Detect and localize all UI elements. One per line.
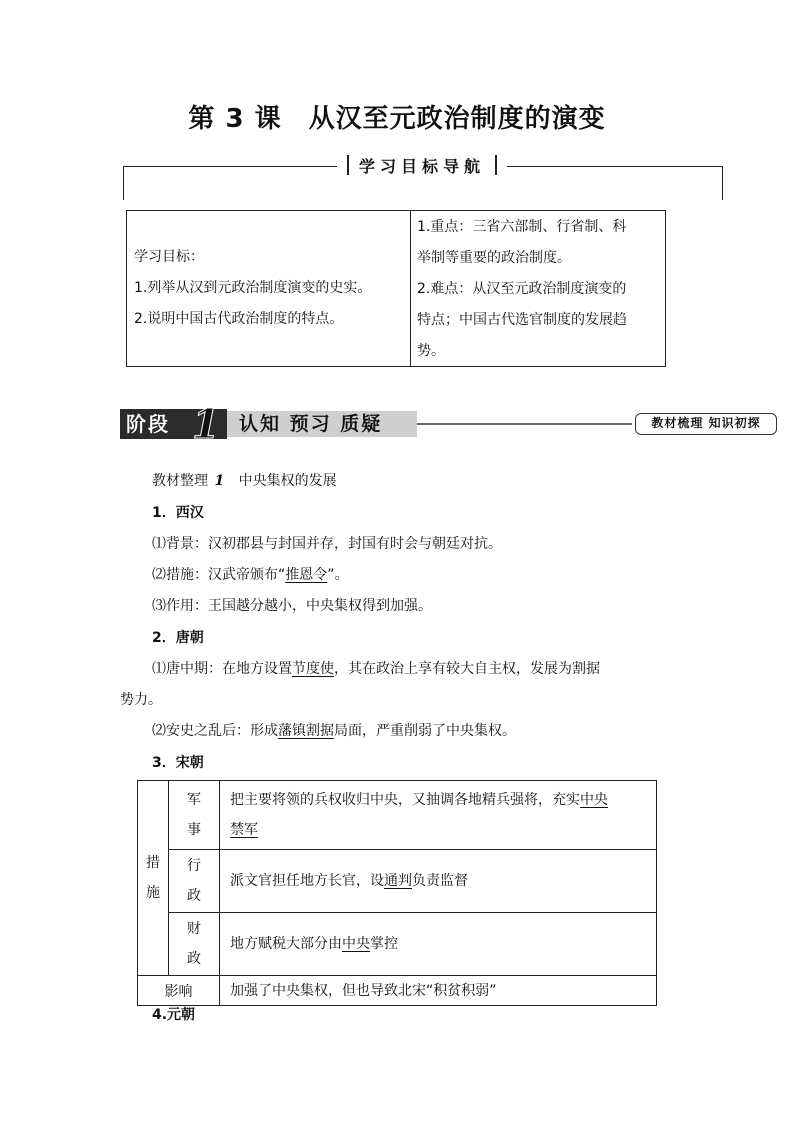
stage-label: 阶段	[120, 409, 227, 439]
song-heading: 3．宋朝	[152, 755, 204, 771]
tang-mid	[152, 658, 600, 678]
tang-after-key: 藩镇割据	[278, 723, 334, 739]
military-key: 中央	[580, 792, 608, 808]
impact-text: 加强了中央集权，但也导致北宋“积贫积弱”	[220, 976, 657, 1006]
admin-label: 行 政	[169, 850, 220, 913]
page-title: 第 3 课 从汉至元政治制度的演变	[188, 104, 606, 134]
tang-after	[152, 720, 516, 740]
key-points-line: 1.重点：三省六部制、行省制、科	[417, 219, 627, 235]
xihan-background: ⑴背景：汉初郡县与封国并存，封国有时会与朝廷对抗。	[152, 536, 502, 552]
tang-mid-continued: 势力。	[120, 692, 162, 708]
tang-after-post: 局面，严重削弱了中央集权。	[334, 723, 516, 739]
tang-mid-pre: ⑴唐中期：在地方设置	[152, 661, 292, 677]
military-label: 军 事	[169, 781, 220, 850]
difficult-points-line: 势。	[417, 343, 445, 359]
tang-mid-post: ，其在政治上享有较大自主权，发展为割据	[334, 661, 600, 677]
xihan-heading: 1．西汉	[152, 505, 204, 521]
xihan-measure-key: 推恩令	[285, 567, 328, 583]
key-points-line: 举制等重要的政治制度。	[417, 250, 571, 266]
nav-bar-right	[495, 155, 497, 175]
xihan-measure-post: ”。	[327, 567, 349, 583]
nav-bracket-right	[722, 166, 723, 200]
section-heading-text: 中央集权的发展	[238, 473, 337, 489]
finance-key: 中央	[342, 936, 370, 952]
finance-label: 财 政	[169, 913, 220, 976]
difficult-points-line: 2.难点：从汉至元政治制度演变的	[417, 281, 627, 297]
stage-title: 认知 预习 质疑	[227, 411, 417, 437]
xihan-effect: ⑶作用：王国越分越小，中央集权得到加强。	[152, 598, 432, 614]
admin-text: 派文官担任地方长官，设通判负责监督	[220, 850, 657, 913]
tang-heading: 2．唐朝	[152, 630, 204, 646]
nav-bracket-left	[123, 166, 124, 200]
military-key: 禁军	[230, 822, 258, 838]
xihan-measure	[152, 564, 349, 584]
military-text: 把主要将领的兵权收归中央，又抽调各地精兵强将，充实中央 禁军	[220, 781, 657, 850]
study-goals-nav	[337, 152, 507, 178]
stage-tag: 教材梳理 知识初探	[635, 413, 777, 435]
impact-label: 影响	[138, 976, 220, 1006]
tang-mid-key: 节度使	[292, 661, 334, 677]
tang-after-pre: ⑵安史之乱后：形成	[152, 723, 278, 739]
objectives-heading: 学习目标：	[134, 249, 204, 265]
xihan-measure-pre: ⑵措施：汉武帝颁布“	[152, 567, 286, 583]
banner-rule	[417, 423, 632, 425]
admin-key: 通判	[384, 873, 412, 889]
nav-label-text: 学习目标导航	[358, 156, 485, 176]
objective-item: 1.列举从汉到元政治制度演变的史实。	[134, 280, 372, 296]
objectives-left-cell	[134, 242, 404, 335]
stage-number: 1	[192, 401, 220, 448]
nav-bar-left	[347, 155, 349, 175]
objective-item: 2.说明中国古代政治制度的特点。	[134, 311, 344, 327]
section-heading-prefix: 教材整理	[152, 473, 208, 489]
section-heading	[152, 470, 337, 490]
yuan-heading: 4.元朝	[152, 1007, 196, 1023]
difficult-points-line: 特点；中国古代选官制度的发展趋	[417, 312, 627, 328]
objectives-right-cell	[417, 212, 661, 367]
measures-label: 措 施	[138, 781, 169, 976]
stage-banner	[120, 401, 780, 448]
section-heading-number: 1	[214, 473, 225, 489]
song-table	[137, 780, 657, 1006]
finance-text: 地方赋税大部分由中央掌控	[220, 913, 657, 976]
objectives-divider	[410, 210, 411, 367]
